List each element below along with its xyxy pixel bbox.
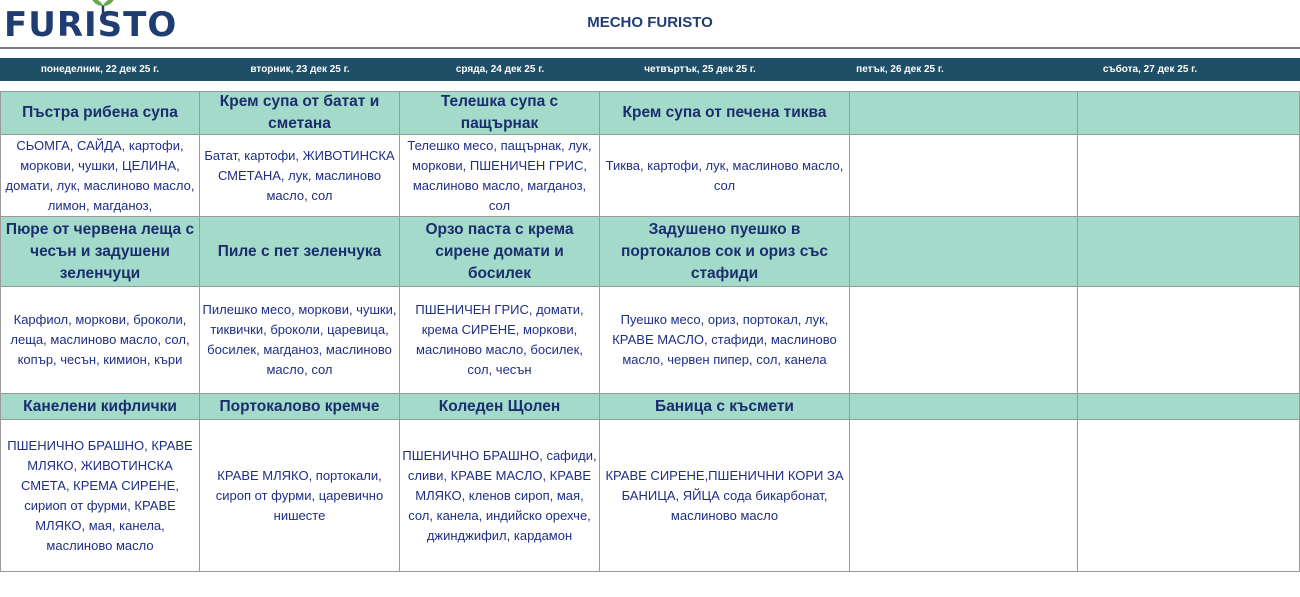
dish-cell xyxy=(850,91,1078,135)
dish-cell: Орзо паста с крема сирене домати и босилек xyxy=(400,217,600,287)
dish-cell: Пъстра рибена супа xyxy=(0,91,200,135)
dish-cell: Телешка супа с пащърнак xyxy=(400,91,600,135)
day-label: събота, 27 дек 25 г. xyxy=(1102,64,1198,75)
header xyxy=(0,0,1300,46)
dish-cell: Задушено пуешко в портокалов сок и ориз със стафиди xyxy=(600,217,850,287)
dish-cell: Пюре от червена леща с чесън и задушени зеленчуци xyxy=(0,217,200,287)
dish-cell: Баница с късмети xyxy=(600,394,850,420)
ingredients-cell: Пилешко месо, моркови, чушки, тиквички, броколи, царевица, босилек, магданоз, маслиново масло, сол xyxy=(200,287,400,394)
dish-cell: Крем супа от батат и сметана xyxy=(200,91,400,135)
ingredients-cell xyxy=(850,287,1078,394)
ingredients-cell: КРАВЕ СИРЕНЕ,ПШЕНИЧНИ КОРИ ЗА БАНИЦА, ЯЙЦА сода бикарбонат, маслиново масло xyxy=(600,420,850,572)
menu-table xyxy=(0,91,1300,572)
ingredients-cell: КРАВЕ МЛЯКО, портокали, сироп от фурми, царевично нишесте xyxy=(200,420,400,572)
ingredients-cell: Пуешко месо, ориз, портокал, лук, КРАВЕ МАСЛО, стафиди, маслиново масло, червен пипер, сол, канела xyxy=(600,287,850,394)
ingredients-cell: ПШЕНИЧНО БРАШНО, сафиди, сливи, КРАВЕ МАСЛО, КРАВЕ МЛЯКО, кленов сироп, мая, сол, канела, индийско орехче, джинджифил, кардамон xyxy=(400,420,600,572)
ingredients-cell: Телешко месо, пащърнак, лук, моркови, ПШЕНИЧЕН ГРИС, маслиново масло, магданоз, сол xyxy=(400,135,600,217)
dish-cell xyxy=(1078,217,1300,287)
ingredients-cell xyxy=(1078,287,1300,394)
ingredients-cell: Карфиол, моркови, броколи, леща, маслиново масло, сол, копър, чесън, кимион, къри xyxy=(0,287,200,394)
ingredients-cell xyxy=(1078,420,1300,572)
ingredients-cell xyxy=(850,420,1078,572)
dish-cell xyxy=(850,217,1078,287)
day-label: петък, 26 дек 25 г. xyxy=(856,64,944,75)
dish-cell: Канелени кифлички xyxy=(0,394,200,420)
day-header-bar xyxy=(0,58,1300,81)
dish-cell: Пиле с пет зеленчука xyxy=(200,217,400,287)
dish-cell: Крем супа от печена тиква xyxy=(600,91,850,135)
dish-cell: Коледен Щолен xyxy=(400,394,600,420)
dish-cell xyxy=(1078,394,1300,420)
page-title: МЕСНО FURISTO xyxy=(587,14,713,31)
ingredients-cell: ПШЕНИЧНО БРАШНО, КРАВЕ МЛЯКО, ЖИВОТИНСКА СМЕТА, КРЕМА СИРЕНЕ, сириоп от фурми, КРАВЕ МЛЯКО, мая, канела, маслиново масло xyxy=(0,420,200,572)
header-divider xyxy=(0,47,1300,49)
day-label: четвъртък, 25 дек 25 г. xyxy=(644,64,756,75)
ingredients-cell xyxy=(850,135,1078,217)
day-label: вторник, 23 дек 25 г. xyxy=(250,64,350,75)
ingredients-cell: СЬОМГА, САЙДА, картофи, моркови, чушки, ЦЕЛИНА, домати, лук, маслиново масло, лимон, магданоз, xyxy=(0,135,200,217)
day-label: понеделник, 22 дек 25 г. xyxy=(40,64,160,75)
dish-cell: Портокалово кремче xyxy=(200,394,400,420)
dish-cell xyxy=(850,394,1078,420)
logo-text: FURISTO xyxy=(4,5,178,45)
ingredients-cell: Тиква, картофи, лук, маслиново масло, сол xyxy=(600,135,850,217)
ingredients-cell: ПШЕНИЧЕН ГРИС, домати, крема СИРЕНЕ, моркови, маслиново масло, босилек, сол, чесън xyxy=(400,287,600,394)
day-label: сряда, 24 дек 25 г. xyxy=(455,64,545,75)
ingredients-cell xyxy=(1078,135,1300,217)
dish-cell xyxy=(1078,91,1300,135)
ingredients-cell: Батат, картофи, ЖИВОТИНСКА СМЕТАНА, лук, маслиново масло, сол xyxy=(200,135,400,217)
